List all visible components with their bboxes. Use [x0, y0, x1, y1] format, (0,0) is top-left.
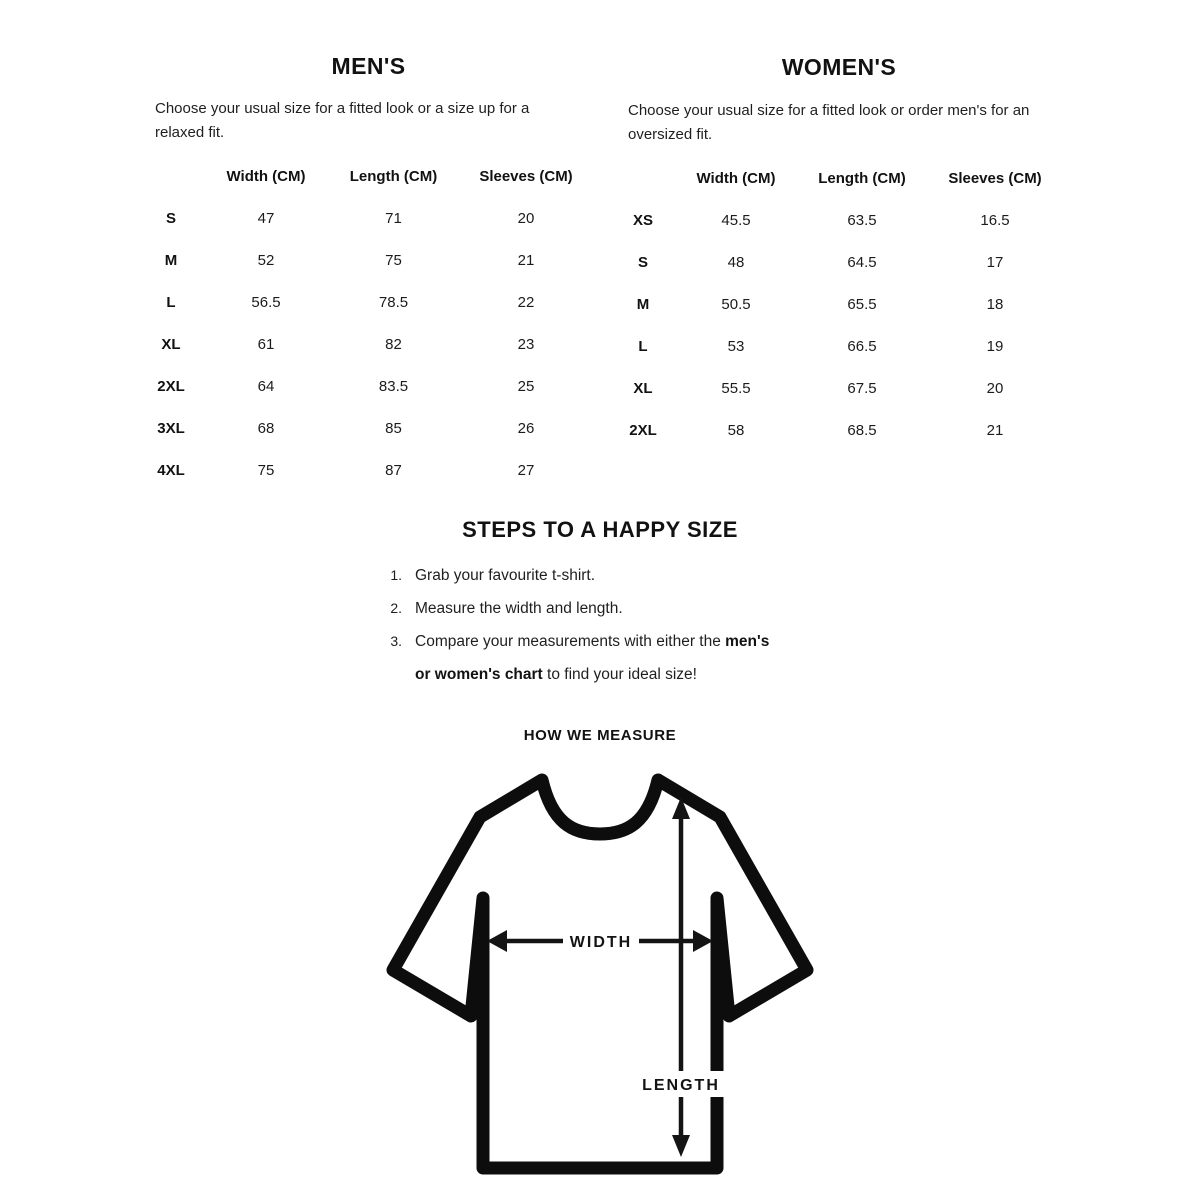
- length-value: 64.5: [847, 253, 877, 271]
- width-value: 75: [257, 461, 275, 479]
- length-value: 71: [385, 209, 402, 227]
- sleeves-header: Sleeves (CM): [479, 167, 573, 185]
- sleeves-value: 19: [986, 337, 1004, 355]
- size-label: XS: [632, 211, 653, 229]
- size-label: 2XL: [629, 421, 657, 439]
- sleeves-value: 21: [986, 421, 1004, 439]
- step-text-after: to find your ideal size!: [542, 666, 697, 683]
- width-value: 50.5: [721, 295, 751, 313]
- length-label: LENGTH: [642, 1077, 720, 1094]
- length-value: 87: [385, 461, 402, 479]
- size-label: L: [166, 293, 176, 311]
- length-value: 65.5: [847, 295, 877, 313]
- width-label: WIDTH: [569, 934, 633, 951]
- step-number: 2.: [390, 600, 402, 616]
- size-label: M: [164, 251, 178, 269]
- step-text: [415, 625, 780, 691]
- width-value: 53: [727, 337, 745, 355]
- sleeves-value: 21: [517, 251, 535, 269]
- size-label: XL: [161, 335, 181, 353]
- womens-title: WOMEN'S: [781, 54, 897, 80]
- sleeves-value: 16.5: [980, 211, 1010, 229]
- length-value: 68.5: [847, 421, 877, 439]
- mens-title: MEN'S: [331, 53, 406, 79]
- corner-cell: [141, 155, 201, 197]
- width-value: 61: [257, 335, 275, 353]
- width-value: 58: [727, 421, 745, 439]
- width-value: 68: [257, 419, 275, 437]
- width-value: 47: [257, 209, 275, 227]
- size-label: 4XL: [157, 461, 185, 479]
- steps-title: STEPS TO A HAPPY SIZE: [462, 517, 738, 542]
- width-value: 56.5: [251, 293, 281, 311]
- size-label: S: [165, 209, 176, 227]
- step-text-bold: men's or women's chart: [415, 633, 770, 683]
- size-label: 3XL: [157, 419, 185, 437]
- step-text: Grab your favourite t-shirt.: [415, 567, 596, 584]
- corner-cell: [613, 157, 673, 199]
- sleeves-header: Sleeves (CM): [948, 169, 1042, 187]
- length-header: Length (CM): [818, 169, 906, 187]
- sleeves-value: 20: [517, 209, 535, 227]
- sleeves-value: 26: [517, 419, 535, 437]
- size-label: L: [638, 337, 648, 355]
- width-value: 64: [257, 377, 275, 395]
- step-item: [376, 625, 780, 691]
- mens-description: Choose your usual size for a fitted look or a size up for a relaxed fit.: [155, 100, 530, 141]
- sleeves-value: 27: [517, 461, 535, 479]
- step-number: 1.: [390, 567, 402, 583]
- sleeves-value: 25: [517, 377, 535, 395]
- womens-size-table: [613, 157, 1065, 451]
- width-header: Width (CM): [696, 169, 776, 187]
- step-number: 3.: [390, 633, 402, 649]
- size-label: M: [636, 295, 650, 313]
- mens-size-table: [141, 155, 596, 491]
- length-value: 85: [385, 419, 402, 437]
- womens-description: Choose your usual size for a fitted look or order men's for an oversized fit.: [628, 102, 1030, 143]
- step-text: Measure the width and length.: [415, 600, 623, 617]
- sleeves-value: 23: [517, 335, 535, 353]
- tshirt-outline: [393, 780, 807, 1168]
- width-value: 45.5: [721, 211, 751, 229]
- length-value: 63.5: [847, 211, 877, 229]
- steps-list: [376, 559, 780, 691]
- length-value: 66.5: [847, 337, 877, 355]
- length-value: 75: [385, 251, 402, 269]
- length-value: 83.5: [378, 377, 409, 395]
- sleeves-value: 20: [986, 379, 1004, 397]
- width-value: 48: [727, 253, 745, 271]
- step-text-before: Compare your measurements with either the: [415, 633, 726, 650]
- width-value: 55.5: [721, 379, 751, 397]
- tshirt-measure-diagram: [380, 760, 820, 1180]
- sleeves-value: 17: [986, 253, 1004, 271]
- sleeves-value: 22: [517, 293, 535, 311]
- size-label: XL: [633, 379, 653, 397]
- step-item: [376, 592, 780, 625]
- length-value: 78.5: [378, 293, 409, 311]
- width-header: Width (CM): [226, 167, 306, 185]
- measure-title: HOW WE MEASURE: [523, 727, 677, 744]
- length-header: Length (CM): [349, 167, 438, 185]
- step-item: [376, 559, 780, 592]
- sleeves-value: 18: [986, 295, 1004, 313]
- length-value: 82: [385, 335, 402, 353]
- size-label: 2XL: [157, 377, 185, 395]
- size-label: S: [637, 253, 648, 271]
- length-value: 67.5: [847, 379, 877, 397]
- width-value: 52: [257, 251, 275, 269]
